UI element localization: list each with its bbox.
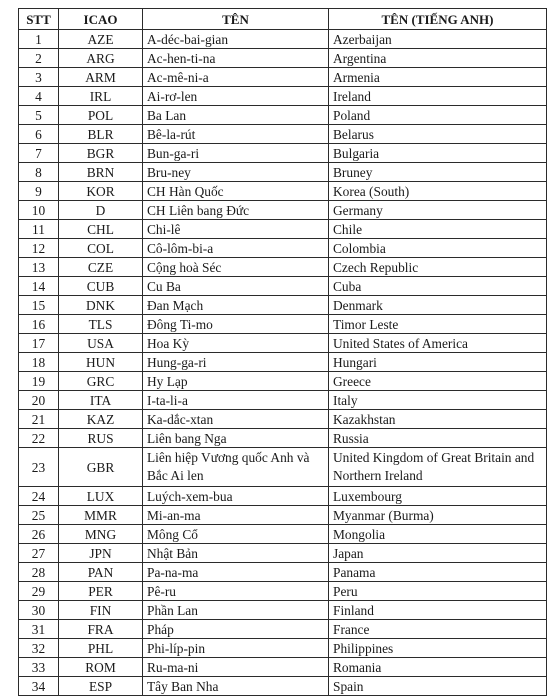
cell-stt: 23	[19, 448, 59, 487]
cell-icao: BLR	[59, 125, 143, 144]
cell-stt: 10	[19, 201, 59, 220]
cell-vn: Hung-ga-ri	[143, 353, 329, 372]
cell-icao: HUN	[59, 353, 143, 372]
cell-icao: CHL	[59, 220, 143, 239]
cell-icao: GRC	[59, 372, 143, 391]
cell-en: Bulgaria	[329, 144, 547, 163]
cell-vn: Bê-la-rút	[143, 125, 329, 144]
cell-icao: ARG	[59, 49, 143, 68]
cell-stt: 14	[19, 277, 59, 296]
header-row	[19, 9, 547, 30]
cell-icao: ARM	[59, 68, 143, 87]
table-row	[19, 639, 547, 658]
cell-icao: D	[59, 201, 143, 220]
cell-stt: 16	[19, 315, 59, 334]
table-row	[19, 106, 547, 125]
cell-en: Denmark	[329, 296, 547, 315]
cell-en: Spain	[329, 677, 547, 696]
cell-en: Colombia	[329, 239, 547, 258]
cell-stt: 4	[19, 87, 59, 106]
cell-stt: 7	[19, 144, 59, 163]
cell-vn: Bun-ga-ri	[143, 144, 329, 163]
cell-vn: Ru-ma-ni	[143, 658, 329, 677]
cell-stt: 1	[19, 30, 59, 49]
cell-stt: 13	[19, 258, 59, 277]
cell-en: Panama	[329, 563, 547, 582]
cell-stt: 30	[19, 601, 59, 620]
cell-vn: Liên hiệp Vương quốc Anh và Bắc Ai len	[143, 448, 329, 487]
cell-icao: CUB	[59, 277, 143, 296]
table-row	[19, 372, 547, 391]
cell-icao: PHL	[59, 639, 143, 658]
table-body	[19, 30, 547, 696]
cell-en: Azerbaijan	[329, 30, 547, 49]
cell-vn: A-déc-bai-gian	[143, 30, 329, 49]
cell-en: Finland	[329, 601, 547, 620]
cell-en: Bruney	[329, 163, 547, 182]
cell-icao: KAZ	[59, 410, 143, 429]
table-row	[19, 487, 547, 506]
cell-stt: 5	[19, 106, 59, 125]
cell-stt: 22	[19, 429, 59, 448]
cell-vn: Pháp	[143, 620, 329, 639]
table-row	[19, 544, 547, 563]
table-row	[19, 144, 547, 163]
cell-stt: 6	[19, 125, 59, 144]
table-row	[19, 49, 547, 68]
cell-stt: 24	[19, 487, 59, 506]
cell-icao: MNG	[59, 525, 143, 544]
cell-en: Cuba	[329, 277, 547, 296]
cell-en: Russia	[329, 429, 547, 448]
cell-en: Mongolia	[329, 525, 547, 544]
cell-vn: Ac-mê-ni-a	[143, 68, 329, 87]
table-row	[19, 182, 547, 201]
cell-vn: Bru-ney	[143, 163, 329, 182]
cell-stt: 19	[19, 372, 59, 391]
cell-en: United Kingdom of Great Britain and Northern Ireland	[329, 448, 547, 487]
table-row	[19, 410, 547, 429]
cell-vn: Luých-xem-bua	[143, 487, 329, 506]
cell-stt: 20	[19, 391, 59, 410]
cell-vn: Mi-an-ma	[143, 506, 329, 525]
cell-icao: MMR	[59, 506, 143, 525]
cell-stt: 34	[19, 677, 59, 696]
cell-vn: Ac-hen-ti-na	[143, 49, 329, 68]
cell-en: Kazakhstan	[329, 410, 547, 429]
table-row	[19, 525, 547, 544]
cell-icao: FIN	[59, 601, 143, 620]
cell-vn: CH Hàn Quốc	[143, 182, 329, 201]
cell-vn: Phần Lan	[143, 601, 329, 620]
table-row	[19, 677, 547, 696]
table-row	[19, 296, 547, 315]
cell-vn: Cu Ba	[143, 277, 329, 296]
cell-vn: Đông Ti-mo	[143, 315, 329, 334]
country-code-table	[18, 8, 547, 696]
cell-icao: FRA	[59, 620, 143, 639]
cell-en: Chile	[329, 220, 547, 239]
cell-icao: IRL	[59, 87, 143, 106]
cell-stt: 12	[19, 239, 59, 258]
table-row	[19, 315, 547, 334]
cell-vn: Ba Lan	[143, 106, 329, 125]
table-row	[19, 353, 547, 372]
table-row	[19, 506, 547, 525]
cell-stt: 8	[19, 163, 59, 182]
cell-icao: COL	[59, 239, 143, 258]
header-icao: ICAO	[59, 9, 143, 30]
cell-icao: TLS	[59, 315, 143, 334]
cell-stt: 26	[19, 525, 59, 544]
cell-vn: Chi-lê	[143, 220, 329, 239]
cell-icao: AZE	[59, 30, 143, 49]
cell-vn: Pa-na-ma	[143, 563, 329, 582]
cell-en: Poland	[329, 106, 547, 125]
table-row	[19, 448, 547, 487]
table-row	[19, 658, 547, 677]
cell-stt: 28	[19, 563, 59, 582]
cell-en: Hungari	[329, 353, 547, 372]
cell-icao: ROM	[59, 658, 143, 677]
cell-icao: BGR	[59, 144, 143, 163]
table-row	[19, 68, 547, 87]
cell-icao: LUX	[59, 487, 143, 506]
cell-en: Luxembourg	[329, 487, 547, 506]
cell-vn: Tây Ban Nha	[143, 677, 329, 696]
cell-icao: CZE	[59, 258, 143, 277]
cell-stt: 17	[19, 334, 59, 353]
header-stt: STT	[19, 9, 59, 30]
cell-icao: ESP	[59, 677, 143, 696]
table-row	[19, 258, 547, 277]
cell-en: Japan	[329, 544, 547, 563]
table-row	[19, 220, 547, 239]
cell-stt: 33	[19, 658, 59, 677]
cell-icao: GBR	[59, 448, 143, 487]
cell-vn: Cô-lôm-bi-a	[143, 239, 329, 258]
cell-icao: JPN	[59, 544, 143, 563]
table-row	[19, 620, 547, 639]
cell-vn: CH Liên bang Đức	[143, 201, 329, 220]
cell-icao: KOR	[59, 182, 143, 201]
cell-en: Ireland	[329, 87, 547, 106]
cell-icao: ITA	[59, 391, 143, 410]
table-row	[19, 87, 547, 106]
cell-en: Timor Leste	[329, 315, 547, 334]
cell-icao: BRN	[59, 163, 143, 182]
header-name-en: TÊN (TIẾNG ANH)	[329, 9, 547, 30]
table-row	[19, 30, 547, 49]
cell-en: Argentina	[329, 49, 547, 68]
table-row	[19, 582, 547, 601]
cell-stt: 31	[19, 620, 59, 639]
cell-vn: Phi-líp-pin	[143, 639, 329, 658]
cell-en: Peru	[329, 582, 547, 601]
cell-en: Romania	[329, 658, 547, 677]
cell-vn: Cộng hoà Séc	[143, 258, 329, 277]
cell-stt: 9	[19, 182, 59, 201]
cell-vn: Ka-dắc-xtan	[143, 410, 329, 429]
cell-stt: 2	[19, 49, 59, 68]
cell-vn: Pê-ru	[143, 582, 329, 601]
cell-en: Italy	[329, 391, 547, 410]
cell-vn: Hy Lạp	[143, 372, 329, 391]
table-row	[19, 429, 547, 448]
cell-en: Germany	[329, 201, 547, 220]
cell-en: Greece	[329, 372, 547, 391]
table-row	[19, 277, 547, 296]
cell-vn: Đan Mạch	[143, 296, 329, 315]
cell-en: Belarus	[329, 125, 547, 144]
table-row	[19, 125, 547, 144]
cell-icao: POL	[59, 106, 143, 125]
cell-en: Myanmar (Burma)	[329, 506, 547, 525]
cell-en: Czech Republic	[329, 258, 547, 277]
cell-vn: Liên bang Nga	[143, 429, 329, 448]
cell-stt: 29	[19, 582, 59, 601]
table-row	[19, 391, 547, 410]
cell-vn: I-ta-li-a	[143, 391, 329, 410]
cell-stt: 27	[19, 544, 59, 563]
cell-stt: 3	[19, 68, 59, 87]
cell-icao: USA	[59, 334, 143, 353]
cell-icao: PER	[59, 582, 143, 601]
table-row	[19, 163, 547, 182]
cell-stt: 21	[19, 410, 59, 429]
cell-icao: DNK	[59, 296, 143, 315]
cell-stt: 25	[19, 506, 59, 525]
cell-stt: 11	[19, 220, 59, 239]
cell-vn: Mông Cổ	[143, 525, 329, 544]
cell-en: United States of America	[329, 334, 547, 353]
cell-en: France	[329, 620, 547, 639]
cell-vn: Nhật Bản	[143, 544, 329, 563]
cell-icao: PAN	[59, 563, 143, 582]
cell-en: Korea (South)	[329, 182, 547, 201]
cell-en: Armenia	[329, 68, 547, 87]
table-row	[19, 201, 547, 220]
cell-en: Philippines	[329, 639, 547, 658]
table-row	[19, 334, 547, 353]
cell-stt: 32	[19, 639, 59, 658]
table-row	[19, 239, 547, 258]
cell-stt: 18	[19, 353, 59, 372]
header-name-vn: TÊN	[143, 9, 329, 30]
cell-icao: RUS	[59, 429, 143, 448]
cell-stt: 15	[19, 296, 59, 315]
table-row	[19, 563, 547, 582]
cell-vn: Ai-rơ-len	[143, 87, 329, 106]
cell-vn: Hoa Kỳ	[143, 334, 329, 353]
table-row	[19, 601, 547, 620]
